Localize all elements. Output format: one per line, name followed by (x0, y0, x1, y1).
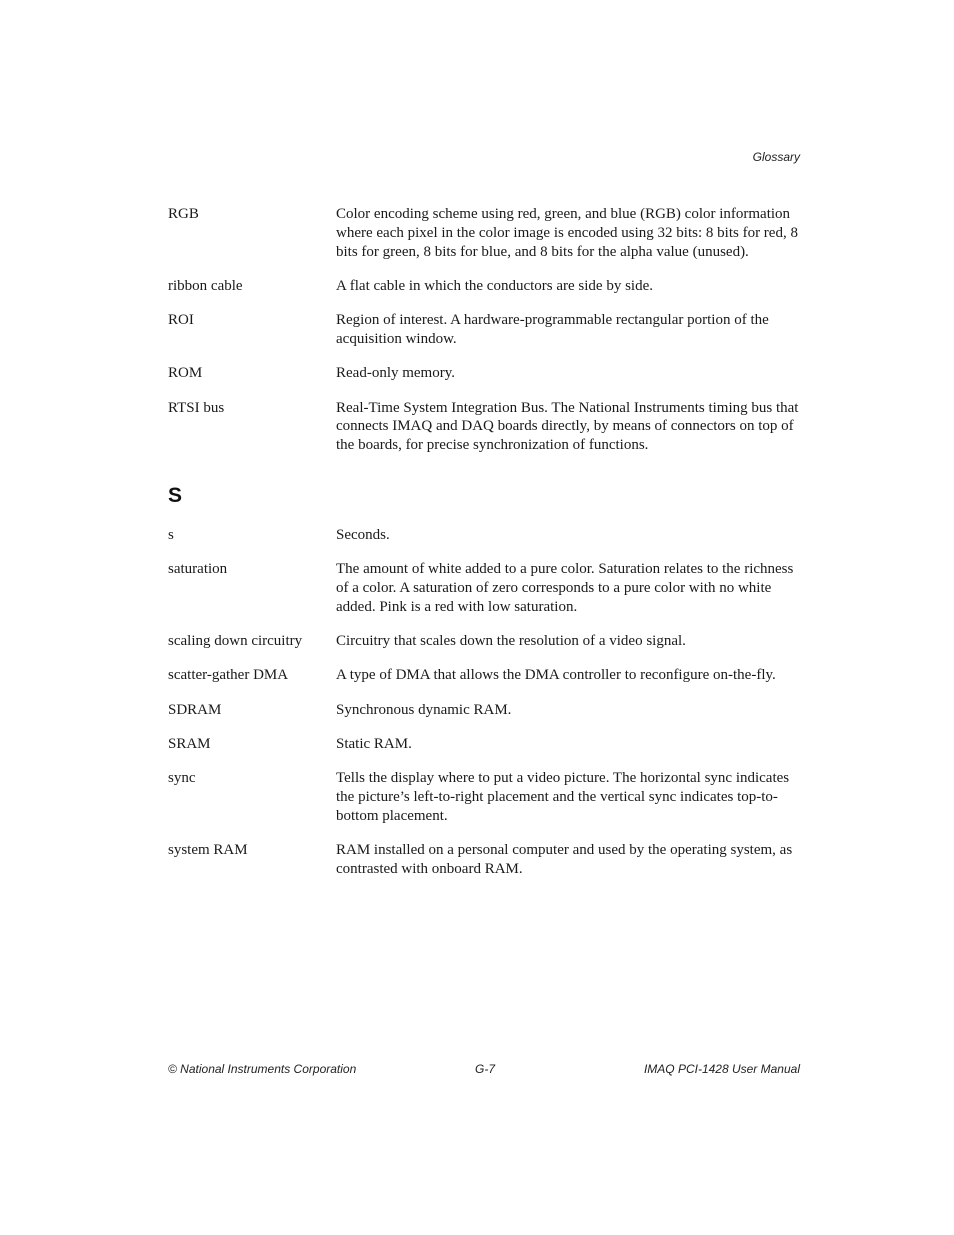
glossary-entry (168, 701, 800, 720)
glossary-definition: The amount of white added to a pure color. Saturation relates to the richness of a color. A saturation of zero corresponds to a pure color with no white added. Pink is a red with low saturation. (336, 561, 794, 615)
glossary-definition: RAM installed on a personal computer and used by the operating system, as contrasted with onboard RAM. (336, 842, 793, 878)
glossary-entry (168, 841, 800, 879)
glossary-definition: Real-Time System Integration Bus. The National Instruments timing bus that connects IMAQ and DAQ boards directly, by means of connectors on top of the boards, for precise synchronization of functions. (336, 399, 799, 454)
glossary-term: ROM (168, 365, 203, 382)
glossary-entry (168, 666, 800, 685)
glossary-term: SRAM (168, 736, 211, 753)
glossary-term: ribbon cable (168, 277, 243, 294)
section-letter-heading: S (168, 484, 183, 507)
glossary-entry (168, 364, 800, 383)
glossary-entry (168, 632, 800, 651)
glossary-definition: Circuitry that scales down the resolution of a video signal. (336, 633, 686, 650)
footer-copyright: © National Instruments Corporation (168, 1062, 357, 1076)
glossary-entry (168, 205, 800, 261)
glossary-term: RTSI bus (168, 399, 225, 416)
glossary-term: s (168, 527, 174, 543)
glossary-definition: Seconds. (336, 527, 390, 543)
glossary-definition: Synchronous dynamic RAM. (336, 701, 512, 718)
glossary-definition: A type of DMA that allows the DMA controller to reconfigure on-the-fly. (336, 667, 776, 684)
glossary-term: sync (168, 770, 196, 787)
glossary-entry (168, 311, 800, 349)
glossary-definition: Static RAM. (336, 736, 412, 753)
glossary-entry (168, 526, 800, 545)
glossary-entry (168, 560, 800, 616)
glossary-section-r (168, 205, 800, 470)
glossary-term: SDRAM (168, 701, 222, 718)
glossary-entry (168, 277, 800, 296)
footer-manual-title: IMAQ PCI-1428 User Manual (643, 1062, 800, 1076)
glossary-definition: Read-only memory. (336, 365, 455, 382)
glossary-term: scaling down circuitry (168, 633, 303, 650)
glossary-definition: Color encoding scheme using red, green, and blue (RGB) color information where each pixel in the color image is encoded using 32 bits: 8 bits for red, 8 bits for green, 8 bits for blue, and 8 bits for the alpha value (unused). (336, 206, 798, 260)
glossary-term: RGB (168, 206, 199, 222)
glossary-entry (168, 399, 800, 455)
glossary-definition: A flat cable in which the conductors are side by side. (336, 277, 653, 294)
footer-page-number: G-7 (475, 1062, 496, 1076)
glossary-term: saturation (168, 561, 228, 578)
glossary-entry (168, 735, 800, 754)
glossary-term: system RAM (168, 842, 248, 859)
glossary-entry (168, 769, 800, 825)
glossary-section-s (168, 526, 800, 894)
glossary-term: scatter-gather DMA (168, 667, 289, 684)
running-head: Glossary (752, 150, 800, 164)
glossary-definition: Tells the display where to put a video picture. The horizontal sync indicates the picture’s left-to-right placement and the vertical sync indicates top-to-bottom placement. (336, 770, 790, 824)
glossary-definition: Region of interest. A hardware-programmable rectangular portion of the acquisition window. (336, 312, 769, 347)
glossary-term: ROI (168, 312, 194, 329)
